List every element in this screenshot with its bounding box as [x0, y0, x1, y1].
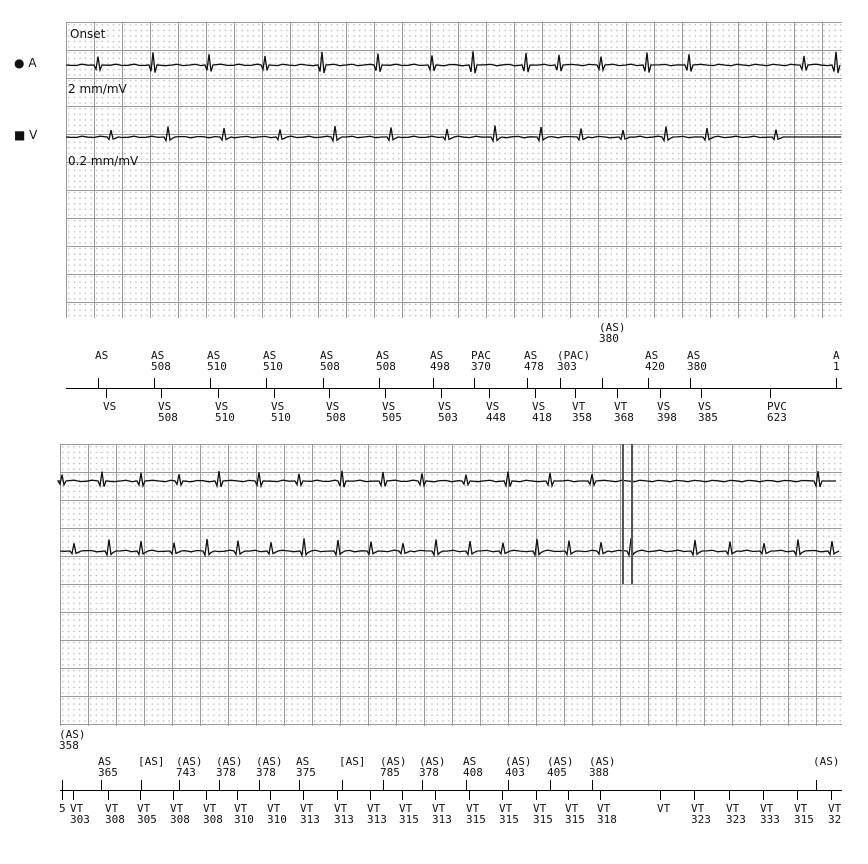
atrial-marker — [505, 756, 532, 778]
atrial-marker-interval: 498 — [430, 360, 450, 373]
ventricular-marker-tick — [106, 388, 107, 398]
ventricular-marker-label: VT — [432, 802, 446, 815]
atrial-marker-tick — [98, 378, 99, 388]
ventricular-channel-name: V — [29, 128, 38, 142]
ventricular-marker-tick — [694, 790, 695, 800]
ventricular-marker-label: VS — [215, 400, 229, 413]
atrial-marker-tick — [383, 780, 384, 790]
atrial-marker-tick — [259, 780, 260, 790]
ventricular-marker-tick — [770, 388, 771, 398]
marker-axis-top — [66, 388, 842, 389]
ventricular-marker-label: VT — [105, 802, 119, 815]
ventricular-marker-tick — [206, 790, 207, 800]
ventricular-marker-tick — [270, 790, 271, 800]
atrial-marker-tick — [62, 780, 63, 790]
atrial-marker-label: (AS) — [599, 321, 626, 334]
ventricular-marker-tick — [660, 790, 661, 800]
ventricular-marker-label: PVC — [767, 400, 787, 413]
ventricular-marker — [698, 401, 718, 423]
atrial-marker-tick — [836, 378, 837, 388]
atrial-marker — [589, 756, 616, 778]
ventricular-marker-label: VT — [70, 802, 84, 815]
ventricular-marker-tick — [575, 388, 576, 398]
ventricular-marker — [170, 803, 190, 825]
atrial-marker-interval: 1 — [833, 360, 840, 373]
atrial-marker-label: A — [833, 349, 840, 362]
ventricular-marker-interval: 510 — [271, 411, 291, 424]
ventricular-marker-interval: 308 — [203, 813, 223, 826]
ventricular-marker-tick — [140, 790, 141, 800]
ventricular-marker-interval: 503 — [438, 411, 458, 424]
atrial-marker-interval: 510 — [263, 360, 283, 373]
ventricular-marker-label: VT — [572, 400, 586, 413]
atrial-marker-label: (AS) — [505, 755, 532, 768]
ventricular-marker-label: VS — [271, 400, 285, 413]
ventricular-marker — [367, 803, 387, 825]
ventricular-marker — [59, 803, 66, 814]
ventricular-marker — [499, 803, 519, 825]
atrial-marker-interval: 378 — [419, 766, 439, 779]
ventricular-marker-label: VT — [334, 802, 348, 815]
ventricular-marker-tick — [337, 790, 338, 800]
ventricular-marker — [203, 803, 223, 825]
atrial-marker — [176, 756, 203, 778]
ventricular-marker-label: VT — [466, 802, 480, 815]
atrial-marker-tick — [466, 780, 467, 790]
atrial-marker — [813, 756, 840, 767]
ventricular-marker-interval: 508 — [158, 411, 178, 424]
ventricular-marker-label: VT — [794, 802, 808, 815]
atrial-marker — [833, 350, 840, 372]
ventricular-marker-tick — [536, 790, 537, 800]
ventricular-marker — [614, 401, 634, 423]
ventricular-marker — [438, 401, 458, 423]
ventricular-marker-interval: 508 — [326, 411, 346, 424]
marker-axis-bottom — [60, 790, 842, 791]
ventricular-marker-tick — [729, 790, 730, 800]
ventricular-marker-interval: 318 — [597, 813, 617, 826]
ventricular-marker-interval: 623 — [767, 411, 787, 424]
ventricular-marker-label: VS — [486, 400, 500, 413]
ventricular-marker-label: VT — [828, 802, 842, 815]
ventricular-marker-tick — [237, 790, 238, 800]
ventricular-marker-interval: 313 — [334, 813, 354, 826]
atrial-marker-interval: 303 — [557, 360, 577, 373]
ventricular-marker-interval: 315 — [565, 813, 585, 826]
ventricular-marker-tick — [831, 790, 832, 800]
atrial-marker — [599, 322, 626, 344]
atrial-egm-path — [58, 471, 836, 488]
ventricular-marker-label: VT — [170, 802, 184, 815]
ventricular-marker-interval: 418 — [532, 411, 552, 424]
atrial-marker-tick — [690, 378, 691, 388]
ventricular-marker-label: VT — [499, 802, 513, 815]
atrial-gain-label: 2 mm/mV — [68, 82, 127, 96]
ventricular-marker-interval: 368 — [614, 411, 634, 424]
ventricular-marker — [657, 401, 677, 423]
ventricular-marker-label: VS — [438, 400, 452, 413]
atrial-marker-label: (AS) — [216, 755, 243, 768]
atrial-marker-tick — [474, 378, 475, 388]
ventricular-marker-interval: 398 — [657, 411, 677, 424]
atrial-marker-interval: 510 — [207, 360, 227, 373]
ventricular-marker-label: VT — [267, 802, 281, 815]
ventricular-marker-interval: 323 — [726, 813, 746, 826]
ventricular-marker — [271, 401, 291, 423]
atrial-marker — [138, 756, 165, 767]
ventricular-marker-label: VT — [597, 802, 611, 815]
ventricular-marker-tick — [502, 790, 503, 800]
ventricular-marker-tick — [441, 388, 442, 398]
atrial-marker-tick — [141, 780, 142, 790]
ventricular-marker-label: VT — [399, 802, 413, 815]
atrial-channel-label — [14, 56, 37, 70]
ventricular-marker-label: VT — [203, 802, 217, 815]
ventricular-marker-tick — [617, 388, 618, 398]
atrial-marker-label: (AS) — [589, 755, 616, 768]
atrial-marker-tick — [266, 378, 267, 388]
atrial-marker-label: AS — [98, 755, 112, 768]
ventricular-marker-tick — [568, 790, 569, 800]
ventricular-marker-tick — [763, 790, 764, 800]
ventricular-gain-label: 0.2 mm/mV — [68, 154, 139, 168]
recording-gap-marker — [622, 444, 633, 584]
atrial-marker-interval: 508 — [320, 360, 340, 373]
atrial-marker — [339, 756, 366, 767]
atrial-marker-interval: 478 — [524, 360, 544, 373]
atrial-marker-interval: 380 — [687, 360, 707, 373]
ventricular-marker-interval: 315 — [466, 813, 486, 826]
ventricular-marker-tick — [489, 388, 490, 398]
ventricular-marker — [300, 803, 320, 825]
ventricular-marker — [691, 803, 711, 825]
ventricular-marker — [267, 803, 287, 825]
atrial-marker — [645, 350, 665, 372]
atrial-marker-interval: 420 — [645, 360, 665, 373]
ventricular-marker-interval: 303 — [70, 813, 90, 826]
ventricular-marker-tick — [173, 790, 174, 800]
atrial-marker-tick — [299, 780, 300, 790]
ventricular-marker-tick — [600, 790, 601, 800]
ventricular-marker-label: VT — [300, 802, 314, 815]
atrial-marker-interval: 508 — [151, 360, 171, 373]
atrial-marker-label: AS — [95, 349, 109, 362]
atrial-marker-tick — [550, 780, 551, 790]
atrial-marker-label: AS — [296, 755, 310, 768]
ventricular-marker — [657, 803, 670, 814]
atrial-marker-interval: 378 — [256, 766, 276, 779]
ventricular-marker-interval: 333 — [760, 813, 780, 826]
atrial-marker-tick — [323, 378, 324, 388]
ventricular-marker-tick — [303, 790, 304, 800]
atrial-marker — [380, 756, 407, 778]
ventricular-marker-interval: 448 — [486, 411, 506, 424]
ventricular-marker — [137, 803, 157, 825]
ventricular-marker-tick — [469, 790, 470, 800]
atrial-marker-label: [AS] — [138, 755, 165, 768]
atrial-marker-label: AS — [320, 349, 334, 362]
atrial-marker-interval: 380 — [599, 332, 619, 345]
ventricular-marker-tick — [660, 388, 661, 398]
atrial-marker — [524, 350, 544, 372]
ventricular-marker — [432, 803, 452, 825]
atrial-marker-label: AS — [151, 349, 165, 362]
atrial-marker — [430, 350, 450, 372]
ventricular-marker-label: VS — [103, 400, 117, 413]
ventricular-marker-label: VS — [532, 400, 546, 413]
ventricular-marker-interval: 315 — [533, 813, 553, 826]
ventricular-marker — [533, 803, 553, 825]
ventricular-channel-label — [14, 128, 37, 142]
ventricular-marker-tick — [370, 790, 371, 800]
ventricular-marker-tick — [161, 388, 162, 398]
ventricular-marker-interval: 315 — [399, 813, 419, 826]
ventricular-marker — [382, 401, 402, 423]
atrial-marker — [547, 756, 574, 778]
ventricular-egm-trace-bottom — [60, 526, 842, 576]
ventricular-marker-label: VT — [614, 400, 628, 413]
atrial-marker-interval: 370 — [471, 360, 491, 373]
ventricular-marker-interval: 32 — [828, 813, 842, 826]
atrial-marker-label: AS — [524, 349, 538, 362]
atrial-marker-tick — [648, 378, 649, 388]
atrial-marker-tick — [602, 378, 603, 388]
atrial-marker — [256, 756, 283, 778]
ventricular-marker-label: VT — [760, 802, 774, 815]
ventricular-marker-interval: 310 — [267, 813, 287, 826]
ventricular-egm-path — [66, 126, 841, 142]
atrial-marker-label: [AS] — [339, 755, 366, 768]
atrial-marker-tick — [379, 378, 380, 388]
atrial-marker-label: (AS) — [419, 755, 446, 768]
atrial-marker-label: AS — [645, 349, 659, 362]
ventricular-marker — [572, 401, 592, 423]
ventricular-marker-interval: 310 — [234, 813, 254, 826]
ventricular-marker-tick — [108, 790, 109, 800]
atrial-marker — [98, 756, 118, 778]
ventricular-marker-tick — [435, 790, 436, 800]
ventricular-marker — [326, 401, 346, 423]
ventricular-marker-tick — [701, 388, 702, 398]
atrial-marker-tick — [592, 780, 593, 790]
atrial-marker-tick — [101, 780, 102, 790]
atrial-marker — [463, 756, 483, 778]
ventricular-marker-tick — [218, 388, 219, 398]
ventricular-marker — [70, 803, 90, 825]
atrial-marker-tick — [433, 378, 434, 388]
ventricular-marker-interval: 305 — [137, 813, 157, 826]
atrial-egm-trace-top — [66, 40, 842, 90]
ventricular-marker-interval: 505 — [382, 411, 402, 424]
atrial-marker-tick — [154, 378, 155, 388]
atrial-marker-interval: 785 — [380, 766, 400, 779]
atrial-marker-label: (AS) — [380, 755, 407, 768]
ventricular-marker-tick — [274, 388, 275, 398]
atrial-marker — [419, 756, 446, 778]
onset-label: Onset — [70, 27, 106, 41]
ventricular-marker — [105, 803, 125, 825]
atrial-marker-tick — [560, 378, 561, 388]
atrial-marker-tick — [219, 780, 220, 790]
ventricular-marker-interval: 315 — [794, 813, 814, 826]
ventricular-marker — [726, 803, 746, 825]
ventricular-marker-interval: 313 — [367, 813, 387, 826]
atrial-marker — [376, 350, 396, 372]
ventricular-marker-interval: 358 — [572, 411, 592, 424]
atrial-marker-tick — [210, 378, 211, 388]
atrial-marker-label: AS — [376, 349, 390, 362]
ventricular-marker-interval: 323 — [691, 813, 711, 826]
atrial-marker-tick — [816, 780, 817, 790]
atrial-marker — [320, 350, 340, 372]
atrial-marker-tick — [527, 378, 528, 388]
ventricular-marker-label: VT — [657, 802, 671, 815]
ventricular-marker-interval: 315 — [499, 813, 519, 826]
ventricular-marker-interval: 385 — [698, 411, 718, 424]
atrial-marker-label: PAC — [471, 349, 491, 362]
atrial-marker-interval: 403 — [505, 766, 525, 779]
atrial-marker — [95, 350, 108, 361]
atrial-marker-label: AS — [430, 349, 444, 362]
ventricular-marker-label: VS — [657, 400, 671, 413]
atrial-marker-interval: 365 — [98, 766, 118, 779]
ventricular-marker-label: VS — [158, 400, 172, 413]
ventricular-marker-label: VT — [367, 802, 381, 815]
atrial-marker-interval: 388 — [589, 766, 609, 779]
atrial-marker-tick — [422, 780, 423, 790]
ventricular-marker-tick — [329, 388, 330, 398]
ventricular-marker — [215, 401, 235, 423]
atrial-marker-tick — [342, 780, 343, 790]
ventricular-marker — [486, 401, 506, 423]
ventricular-marker — [532, 401, 552, 423]
atrial-marker — [296, 756, 316, 778]
ventricular-marker-label: VT — [533, 802, 547, 815]
atrial-marker — [687, 350, 707, 372]
ventricular-marker-label: VT — [726, 802, 740, 815]
atrial-marker-label: (PAC) — [557, 349, 591, 362]
ventricular-marker — [597, 803, 617, 825]
atrial-marker-label: (AS) — [59, 728, 86, 741]
ventricular-marker — [767, 401, 787, 423]
atrial-marker — [471, 350, 491, 372]
ventricular-marker-tick — [535, 388, 536, 398]
atrial-marker-label: AS — [463, 755, 477, 768]
atrial-marker-tick — [179, 780, 180, 790]
atrial-marker — [151, 350, 171, 372]
atrial-marker-label: (AS) — [813, 755, 840, 768]
ventricular-marker — [565, 803, 585, 825]
atrial-marker-label: AS — [687, 349, 701, 362]
ventricular-marker-label: VS — [326, 400, 340, 413]
ventricular-marker-label: VS — [698, 400, 712, 413]
atrial-marker-label: AS — [263, 349, 277, 362]
ventricular-egm-trace-top — [66, 112, 842, 162]
atrial-marker-tick — [508, 780, 509, 790]
ventricular-marker-label: VT — [234, 802, 248, 815]
ventricular-marker-label: VT — [137, 802, 151, 815]
atrial-marker — [59, 729, 86, 751]
ventricular-marker — [103, 401, 116, 412]
ventricular-marker-tick — [385, 388, 386, 398]
atrial-marker-interval: 405 — [547, 766, 567, 779]
ventricular-egm-path — [60, 538, 839, 555]
ventricular-marker-interval: 313 — [300, 813, 320, 826]
atrial-egm-trace-bottom — [60, 456, 842, 506]
ventricular-marker-tick — [73, 790, 74, 800]
ventricular-marker — [399, 803, 419, 825]
ventricular-marker-label: VS — [382, 400, 396, 413]
ventricular-marker-interval: 313 — [432, 813, 452, 826]
ventricular-marker-tick — [402, 790, 403, 800]
ventricular-marker — [158, 401, 178, 423]
ventricular-marker — [828, 803, 841, 825]
atrial-marker-interval: 378 — [216, 766, 236, 779]
ventricular-marker-tick — [797, 790, 798, 800]
atrial-marker-interval: 508 — [376, 360, 396, 373]
ventricular-marker — [234, 803, 254, 825]
ventricular-marker — [334, 803, 354, 825]
atrial-marker-interval: 408 — [463, 766, 483, 779]
atrial-marker — [207, 350, 227, 372]
ventricular-marker — [760, 803, 780, 825]
atrial-marker-label: (AS) — [547, 755, 574, 768]
atrial-marker — [263, 350, 283, 372]
atrial-marker — [557, 350, 590, 372]
ventricular-marker-label: VT — [565, 802, 579, 815]
atrial-marker-interval: 358 — [59, 739, 79, 752]
ventricular-marker — [794, 803, 814, 825]
ventricular-marker-tick — [62, 790, 63, 800]
ventricular-marker-label: VT — [691, 802, 705, 815]
ventricular-marker-interval: 308 — [105, 813, 125, 826]
atrial-marker-label: (AS) — [176, 755, 203, 768]
ventricular-marker-interval: 5 — [59, 802, 66, 815]
square-icon: ■ — [14, 128, 26, 142]
atrial-marker-interval: 743 — [176, 766, 196, 779]
atrial-egm-path — [66, 51, 840, 73]
atrial-marker — [216, 756, 243, 778]
atrial-marker-label: AS — [207, 349, 221, 362]
ventricular-marker-interval: 510 — [215, 411, 235, 424]
atrial-channel-name: A — [28, 56, 37, 70]
ventricular-marker-interval: 308 — [170, 813, 190, 826]
ventricular-marker — [466, 803, 486, 825]
atrial-marker-interval: 375 — [296, 766, 316, 779]
atrial-marker-label: (AS) — [256, 755, 283, 768]
circle-icon: ● — [14, 56, 25, 70]
